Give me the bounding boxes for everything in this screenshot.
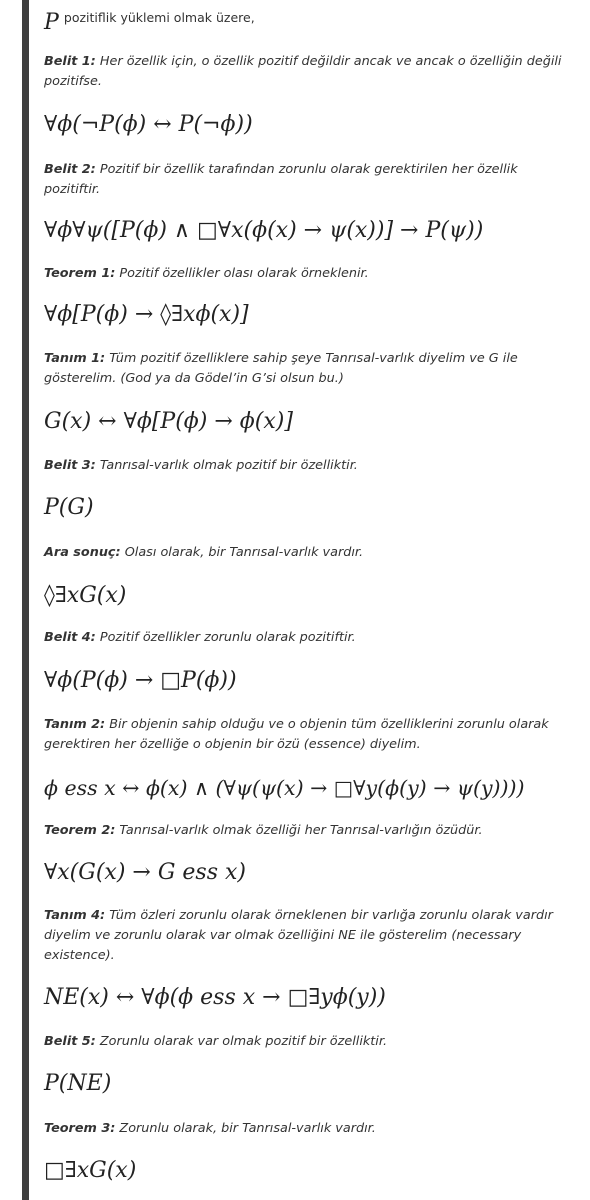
blockquote-border — [22, 0, 29, 1200]
intro-text: pozitiflik yüklemi olmak üzere, — [63, 10, 255, 25]
definition-1-formula: G(x) ↔ ∀ϕ[P(ϕ) → ϕ(x)] — [44, 409, 293, 434]
axiom-4-statement — [44, 628, 572, 648]
theorem-1-text: Pozitif özellikler olası olarak örneklenir. — [115, 266, 369, 281]
corollary-statement — [44, 543, 572, 563]
definition-1-label: Tanım 1: — [44, 351, 106, 366]
axiom-1-statement — [44, 52, 572, 92]
theorem-1-formula: ∀ϕ[P(ϕ) → ◊∃xϕ(x)] — [44, 302, 249, 327]
axiom-5-text: Zorunlu olarak var olmak pozitif bir özelliktir. — [95, 1034, 388, 1049]
axiom-1-formula: ∀ϕ(¬P(ϕ) ↔ P(¬ϕ)) — [44, 112, 253, 137]
theorem-2-statement — [44, 821, 572, 841]
theorem-1-statement — [44, 264, 572, 284]
definition-1-text: Tüm pozitif özelliklere sahip şeye Tanrısal-varlık diyelim ve G ile gösterelim. (God ya da Gödel’in G’si olsun bu.) — [44, 351, 518, 386]
axiom-5-formula: P(NE) — [44, 1071, 112, 1096]
definition-4-label: Tanım 4: — [44, 908, 106, 923]
axiom-3-formula: P(G) — [44, 495, 94, 520]
axiom-2-text: Pozitif bir özellik tarafından zorunlu olarak gerektirilen her özellik pozitiftir. — [44, 162, 518, 197]
axiom-3-statement — [44, 456, 572, 476]
definition-4-statement — [44, 906, 572, 966]
definition-2-label: Tanım 2: — [44, 717, 106, 732]
definition-2-formula: ϕ ess x ↔ ϕ(x) ∧ (∀ψ(ψ(x) → □∀y(ϕ(y) → ψ(y)))) — [44, 776, 525, 800]
definition-4-formula: NE(x) ↔ ∀ϕ(ϕ ess x → □∃yϕ(y)) — [44, 985, 386, 1010]
definition-4-text: Tüm özleri zorunlu olarak örneklenen bir varlığa zorunlu olarak vardır diyelim ve zorunlu olarak var olmak özelliğini NE ile gösterelim (necessary existence). — [44, 908, 553, 963]
theorem-2-formula: ∀x(G(x) → G ess x) — [44, 860, 246, 885]
axiom-3-label: Belit 3: — [44, 458, 96, 473]
theorem-2-label: Teorem 2: — [44, 823, 116, 838]
corollary-text: Olası olarak, bir Tanrısal-varlık vardır. — [120, 545, 364, 560]
axiom-2-formula: ∀ϕ∀ψ([P(ϕ) ∧ □∀x(ϕ(x) → ψ(x))] → P(ψ)) — [44, 218, 484, 243]
axiom-2-statement — [44, 160, 572, 200]
axiom-3-text: Tanrısal-varlık olmak pozitif bir özelliktir. — [95, 458, 358, 473]
definition-1-statement — [44, 349, 572, 389]
axiom-5-statement — [44, 1032, 572, 1052]
corollary-formula: ◊∃xG(x) — [44, 583, 127, 608]
axiom-4-text: Pozitif özellikler zorunlu olarak pozitiftir. — [95, 630, 356, 645]
definition-2-statement — [44, 715, 572, 755]
theorem-2-text: Tanrısal-varlık olmak özelliği her Tanrısal-varlığın özüdür. — [115, 823, 483, 838]
axiom-5-label: Belit 5: — [44, 1034, 96, 1049]
axiom-4-formula: ∀ϕ(P(ϕ) → □P(ϕ)) — [44, 668, 237, 693]
theorem-3-text: Zorunlu olarak, bir Tanrısal-varlık vardır. — [115, 1121, 376, 1136]
theorem-3-statement — [44, 1119, 572, 1139]
definition-2-text: Bir objenin sahip olduğu ve o objenin tüm özelliklerini zorunlu olarak gerektiren her özelliğe o objenin bir özü (essence) diyelim. — [44, 717, 549, 752]
axiom-1-label: Belit 1: — [44, 54, 96, 69]
intro-line — [44, 10, 255, 35]
theorem-1-label: Teorem 1: — [44, 266, 116, 281]
theorem-3-formula: □∃xG(x) — [44, 1158, 137, 1183]
theorem-3-label: Teorem 3: — [44, 1121, 116, 1136]
corollary-label: Ara sonuç: — [44, 545, 121, 560]
axiom-1-text: Her özellik için, o özellik pozitif değildir ancak ve ancak o özelliğin değili pozitifse. — [44, 54, 562, 89]
positivity-predicate-symbol: P — [44, 10, 59, 35]
axiom-2-label: Belit 2: — [44, 162, 96, 177]
axiom-4-label: Belit 4: — [44, 630, 96, 645]
